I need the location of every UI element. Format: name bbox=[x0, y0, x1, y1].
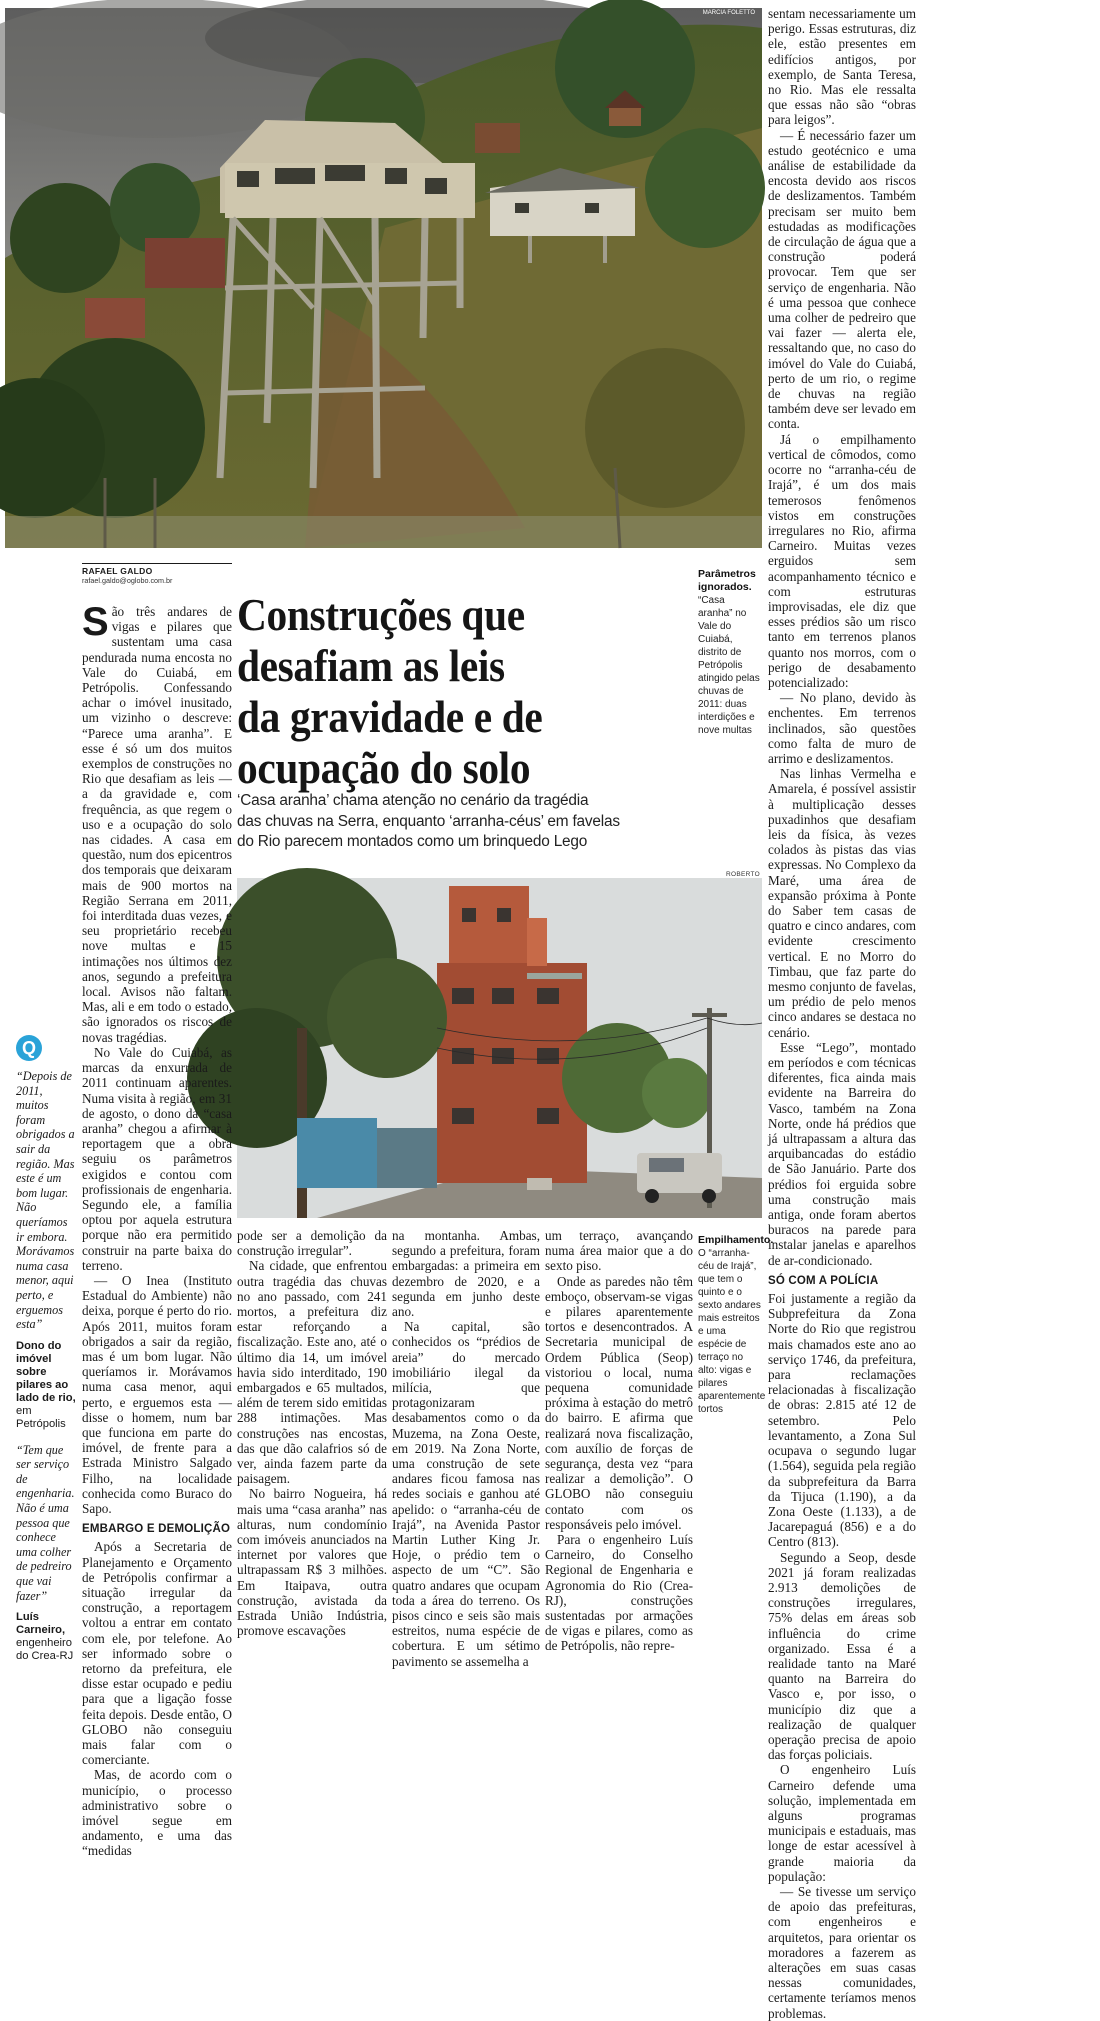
article-paragraph: No bairro Nogueira, há mais uma “casa aranha” nas alturas, num condomínio com imóveis anunciados na internet por valores que ultrapassam R$ 3 milhões. Em Itaipava, outra construção, avistada da Estrada União Indústria, promove escavações bbox=[237, 1486, 387, 1639]
photo-bottom-credit: ROBERTO bbox=[725, 871, 760, 878]
standfirst-line-3: do Rio parecem montados como um brinquedo Lego bbox=[237, 833, 588, 850]
irajá-building-photo bbox=[237, 878, 762, 1218]
article-paragraph: Nas linhas Vermelha e Amarela, é possível assistir à multiplicação desses puxadinhos que desafiam leis da física, às vezes colados às pistas das vias expressas. No Complexo da Maré, uma área de expansão próxima à Ponte do Saber tem casas de quatro e cinco andares, com evidente crescimento vertical. E no Morro do Timbau, que faz parte do mesmo conjunto de favelas, um prédio de pelo menos cinco andares se destaca no cenário. bbox=[768, 766, 916, 1040]
spider-house-photo bbox=[5, 8, 762, 548]
article-paragraph: Onde as paredes não têm emboço, observam-se vigas e pilares aparentemente tortos e desencontrados. A Secretaria municipal de Ordem Pública (Seop) vistoriou o local, numa pequena comunidade próxima à estação do metrô do bairro. E afirma que realizará nova fiscalização, com auxílio de forças de segurança, desta vez “para realizar a demolição”. O GLOBO não conseguiu contato com os responsáveis pelo imóvel. bbox=[545, 1273, 693, 1532]
article-column-4 bbox=[545, 1228, 693, 1866]
article-paragraph: — Se tivesse um serviço de apoio das prefeituras, com engenheiros e arquitetos, para orientar os moradores a fazerem as alterações em suas casas nessas comunidades, certamente teríamos menos problemas. bbox=[768, 1883, 916, 2021]
caption-top-text: “Casa aranha” no Vale do Cuiabá, distrito de Petrópolis atingido pelas chuvas de 2011: duas interdições e nove multas bbox=[698, 595, 760, 736]
article-paragraph: — No plano, devido às enchentes. Em terrenos inclinados, são questões como falta de muro de arrimo e deslizamentos. bbox=[768, 690, 916, 766]
article-paragraph: Esse “Lego”, montado em períodos e com técnicas diferentes, fica ainda mais evidente na Barreira do Vasco, também na Zona Norte, onde há prédios que já ultrapassam a altura das arquibancadas do estádio de São Januário. Parte dos prédios foi erguida sobre uma construção mais antiga, onde foram abertos buracos na parede para instalar janelas e aparelhos de ar-condicionado. bbox=[768, 1039, 916, 1268]
standfirst bbox=[237, 791, 757, 853]
article-column-1 bbox=[82, 600, 232, 1866]
drop-cap: S bbox=[82, 600, 109, 644]
article-paragraph: Após a Secretaria de Planejamento e Orçamento de Petrópolis confirmar a situação irregular da construção, a reportagem voltou a entrar em contato com ele, por telefone. Ao ser informado sobre o retorno da prefeitura, ele disse estar ocupado e pediu para que a ligação fosse feita depois. Desde então, O GLOBO não conseguiu mais falar com o comerciante. bbox=[82, 1539, 232, 1768]
quote-1: “Depois de 2011, muitos foram obrigados a sair da região. Mas este é um bom lugar. Não queríamos ir embora. Morávamos numa casa menor, aqui perto, e erguemos esta” bbox=[16, 1069, 75, 1332]
article-paragraph: na montanha. Ambas, segundo a prefeitura, foram embargadas: a primeira em dezembro de 2020, e a segunda em junho deste ano. bbox=[392, 1228, 540, 1320]
headline bbox=[237, 590, 642, 794]
caption-bottom-text: O “arranha-céu de Irajá”, que tem o quinto e o sexto andares mais estreitos e uma espécie de terraço no alto: vigas e pilares aparentemente tortos bbox=[698, 1248, 766, 1415]
article-paragraph: O engenheiro Luís Carneiro defende uma solução, implementada em alguns programas municipais e estaduais, mas longe de estar acessível à grande maioria da população: bbox=[768, 1762, 916, 1884]
article-paragraph: Na cidade, que enfrentou outra tragédia das chuvas no ano passado, com 241 mortos, a prefeitura diz estar reforçando a fiscalização. Este ano, até o último dia 14, um imóvel havia sido interditado, 190 embargados e 65 multados, além de terem sido emitidas 288 intimações. Mas construções nas encostas, das que dão calafrios só de ver, ainda fazem parte da paisagem. bbox=[237, 1258, 387, 1487]
quote-2-who: Luís Carneiro, bbox=[16, 1611, 66, 1637]
caption-bottom bbox=[698, 1234, 774, 1416]
headline-line-4: ocupação do solo bbox=[237, 743, 531, 793]
quote-box bbox=[16, 1035, 78, 1663]
byline bbox=[82, 563, 232, 585]
quote-2: “Tem que ser serviço de engenharia. Não é uma pessoa que conhece uma colher de pedreiro que vai fazer” bbox=[16, 1442, 75, 1603]
standfirst-line-1: ‘Casa aranha’ chama atenção no cenário da tragédia bbox=[237, 792, 589, 809]
article-paragraph: pode ser a demolição da construção irregular”. bbox=[237, 1228, 387, 1259]
article-paragraph: No Vale do Cuiabá, as marcas da enxurrada de 2011 continuam aparentes. Numa visita à região, em 31 de agosto, o dono da “casa aranha” chegou a afirmar à reportagem que a obra seguiu os parâmetros exigidos e contou com profissionais de engenharia. Segundo ele, a família optou por aquela estrutura porque não era permitido construir na parte baixa do terreno. bbox=[82, 1044, 232, 1273]
article-paragraph: Já o empilhamento vertical de cômodos, como ocorre no “arranha-céu de Irajá”, é um dos mais temerosos fenômenos vistos em construções irregulares no Rio, afirma Carneiro. Muitas vezes erguidos sem acompanhamento técnico e com estruturas improvisadas, ele diz que esses prédios são um risco tanto em terrenos planos quanto nos morros, com o perigo de desabamento potencializado: bbox=[768, 431, 916, 690]
photo-top bbox=[5, 8, 762, 548]
paragraph-text: ão três andares de vigas e pilares que sustentam uma casa pendurada numa encosta no Vale do Cuiabá, em Petrópolis. Confessando achar o imóvel inusitado, um vizinho o descreve: “Parece uma aranha”. E esse é só um dos muitos exemplos de construções no Rio que desafiam as leis — a da gravidade e, com frequência, as que regem o uso e a ocupação do solo nas cidades. A casa em questão, num dos epicentros dos temporais que deixaram mais de 900 mortos na Região Serrana em 2011, foi interditada duas vezes, e seu proprietário recebeu nove multas e 15 intimações nos últimos dez anos, segundo a prefeitura local. Avisos não faltam. Mas, ali e em todo o estado, são ignorados os riscos de novas tragédias. bbox=[82, 604, 232, 1045]
article-paragraph: — O Inea (Instituto Estadual do Ambiente) não deixa, porque é perto do rio. Após 2011, muitos foram obrigados a sair da região, mas é um bom lugar. Não queríamos ir. Morávamos numa casa menor, aqui perto, e erguemos esta — disse o homem, num bar que funciona em parte do imóvel, de frente para a Estrada Ministro Salgado Filho, na localidade conhecida como Buraco do Sapo. bbox=[82, 1272, 232, 1516]
article-column-2 bbox=[237, 1228, 387, 1866]
article-paragraph bbox=[82, 600, 232, 1045]
headline-line-2: desafiam as leis bbox=[237, 641, 505, 691]
quote-icon-letter: Q bbox=[21, 1038, 36, 1058]
quote-1-place: em Petrópolis bbox=[16, 1404, 66, 1430]
article-paragraph: Foi justamente a região da Subprefeitura da Zona Norte do Rio que registrou mais chamados este ano ao serviço 1746, da prefeitura, para reclamações relacionadas à fiscalização de obras: 2.815 até 12 de setembro. Pelo levantamento, a Zona Sul ocupava o segundo lugar (1.564), seguida pela região da subprefeitura da Barra da Tijuca (1.190), a da Zona Oeste (1.133), a de Jacarepaguá (856) e a do Centro (813). bbox=[768, 1291, 916, 1550]
subheading-policia: SÓ COM A POLÍCIA bbox=[768, 1274, 879, 1287]
article-column-3 bbox=[392, 1228, 540, 1866]
caption-bottom-title: Empilhamento. bbox=[698, 1234, 774, 1246]
byline-email: rafael.galdo@oglobo.com.br bbox=[82, 576, 173, 585]
article-column-6 bbox=[768, 6, 916, 2021]
quote-2-role: engenheiro do Crea-RJ bbox=[16, 1637, 74, 1663]
byline-author: RAFAEL GALDO bbox=[82, 563, 232, 576]
caption-top bbox=[698, 568, 760, 737]
standfirst-line-2: das chuvas na Serra, enquanto ‘arranha-céus’ em favelas bbox=[237, 812, 620, 830]
article-paragraph: Segundo a Seop, desde 2021 já foram realizadas 2.913 demolições de construções irregulares, 75% delas em áreas sob influência do crime organizado. Essa é a realidade tanto na Maré quanto na Barreira do Vasco e, por isso, o município diz que a realização de qualquer operação precisa de apoio das forças policiais. bbox=[768, 1549, 916, 1763]
article-paragraph: — É necessário fazer um estudo geotécnico e uma análise de estabilidade da encosta devido aos riscos de deslizamentos. Também precisam ser muito bem estudadas as modificações de circulação de água que a construção poderá provocar. Tem que ser serviço de engenharia. Não é uma pessoa que conhece uma colher de pedreiro que vai fazer — alerta ele, ressaltando que, no caso do imóvel do Vale do Cuiabá, perto de um rio, o regime de chuvas na região também deve ser levado em conta. bbox=[768, 127, 916, 432]
headline-line-1: Construções que bbox=[237, 590, 525, 640]
photo-bottom bbox=[237, 878, 762, 1218]
quote-icon bbox=[16, 1035, 42, 1061]
headline-line-3: da gravidade e de bbox=[237, 692, 543, 742]
article-paragraph: Para o engenheiro Luís Carneiro, do Conselho Regional de Engenharia e Agronomia do Rio (Crea-RJ), construções sustentadas por armações de vigas e pilares, como as de Petrópolis, não repre- bbox=[545, 1532, 693, 1654]
article-paragraph: Mas, de acordo com o município, o processo administrativo sobre o imóvel segue em andamento, e uma das “medidas bbox=[82, 1767, 232, 1859]
article-paragraph: um terraço, avançando numa área maior que a do sexto piso. bbox=[545, 1228, 693, 1274]
article-paragraph: sentam necessariamente um perigo. Essas estruturas, diz ele, estão presentes em edifícios antigos, por exemplo, de Santa Teresa, no Rio. Mas ele ressalta que essas não são “obras para leigos”. bbox=[768, 6, 916, 128]
quote-1-who: Dono do imóvel sobre pilares ao lado de rio, bbox=[16, 1339, 76, 1404]
photo-top-credit: MARCIA FOLETTO bbox=[702, 10, 755, 16]
subheading-embargo: EMBARGO E DEMOLIÇÃO bbox=[82, 1523, 231, 1536]
article-paragraph: Na capital, são conhecidos os “prédios de areia” do mercado imobiliário ilegal da milícia, que protagonizaram desabamentos como o da Muzema, na Zona Oeste, em 2019. Na Zona Norte, uma construção de sete andares ficou famosa nas redes sociais e ganhou até apelido: o “arranha-céu de Irajá”, na Avenida Pastor Martin Luther King Jr. Hoje, o prédio tem o aspecto de um “C”. São quatro andares que ocupam toda a área do terreno. Os pisos cinco e seis são mais estreitos, numa espécie de cobertura. E um sétimo pavimento se assemelha a bbox=[392, 1319, 540, 1669]
quote-1-attribution bbox=[16, 1340, 78, 1431]
caption-top-title: Parâmetros ignorados. bbox=[698, 568, 756, 593]
quote-2-attribution bbox=[16, 1611, 78, 1663]
